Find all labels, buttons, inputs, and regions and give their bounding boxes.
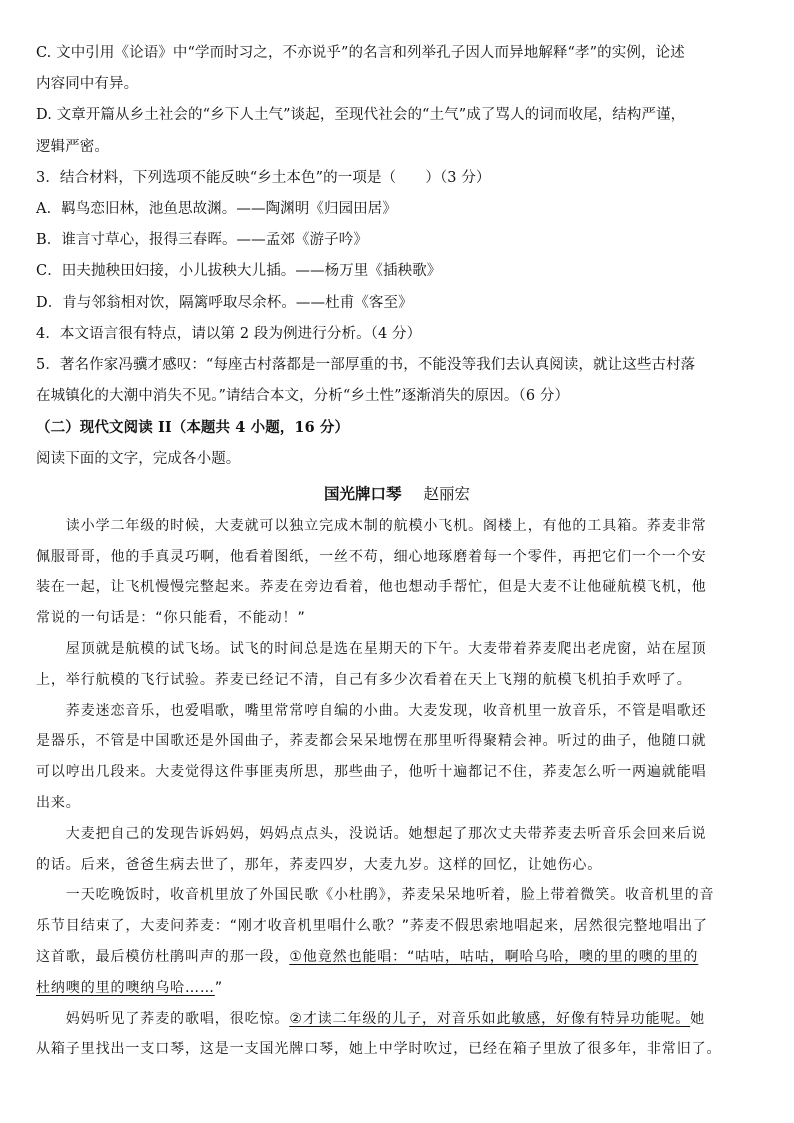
p3-line-1: 荞麦迷恋音乐，也爱唱歌，嘴里常常哼自编的小曲。大麦发现，收音机里一放音乐，不管是唱歌还 — [36, 702, 707, 719]
p5-line-2: 乐节目结束了，大麦问荞麦：“刚才收音机里唱什么歌？”荞麦不假思索地唱起来，居然很完整地唱出了 — [36, 918, 708, 935]
p5-line-1: 一天吃晚饭时，收音机里放了外国民歌《小杜鹃》，荞麦呆呆地听着，脸上带着微笑。收音机里的音 — [36, 887, 715, 904]
q3-option-d: D．肯与邻翁相对饮，隔篱呼取尽余杯。——杜甫《客至》 — [36, 294, 413, 311]
p6-line-1-end: 她 — [690, 1010, 706, 1027]
paragraph-6 — [36, 1004, 758, 1066]
question-4: 4．本文语言很有特点，请以第 2 段为例进行分析。（4 分） — [36, 325, 422, 342]
p5-line-3 — [36, 942, 758, 973]
p5-line-4 — [36, 973, 758, 1004]
story-author: 赵丽宏 — [423, 484, 471, 503]
document-page — [36, 38, 758, 1065]
p5-line-3-text: 这首歌，最后模仿杜鹃叫声的那一段， — [36, 949, 290, 965]
p1-line-1: 读小学二年级的时候，大麦就可以独立完成木制的航模小飞机。阁楼上，有他的工具箱。荞麦非常 — [36, 517, 707, 534]
p2-line-1: 屋顶就是航模的试飞场。试飞的时间总是选在星期天的下午。大麦带着荞麦爬出老虎窗，站在屋顶 — [36, 641, 707, 658]
option-c — [36, 38, 758, 100]
p4-line-2: 的话。后来，爸爸生病去世了，那年，荞麦四岁，大麦九岁。这样的回忆，让她伤心。 — [36, 856, 603, 873]
p3-line-2: 是器乐，不管是中国歌还是外国曲子，荞麦都会呆呆地愣在那里听得聚精会神。听过的曲子，他随口就 — [36, 733, 707, 750]
option-d-line-1: D. 文章开篇从乡土社会的“乡下人土气”谈起，至现代社会的“土气”成了骂人的词而收尾，结构严谨， — [36, 107, 686, 124]
paragraph-2 — [36, 634, 758, 696]
q3-option-c: C．田夫抛秧田妇接，小儿拔秧大儿插。——杨万里《插秧歌》 — [36, 263, 442, 280]
paragraph-5 — [36, 880, 758, 1003]
p3-line-4: 出来。 — [36, 795, 81, 812]
underlined-sentence-2: ②才读二年级的儿子，对音乐如此敏感，好像有特异功能呢。 — [289, 1010, 691, 1027]
option-c-line-1: C. 文中引用《论语》中“学而时习之，不亦说乎”的名言和列举孔子因人而异地解释“孝”的实例，论述 — [36, 45, 685, 61]
p6-line-1-text: 妈妈听见了荞麦的歌唱，很吃惊。 — [36, 1010, 290, 1027]
p3-line-3: 可以哼出几段来。大麦觉得这件事匪夷所思，那些曲子，他听十遍都记不住，荞麦怎么听一两遍就能唱 — [36, 764, 707, 781]
paragraph-3 — [36, 696, 758, 819]
p5-line-4-text: ” — [214, 979, 223, 996]
section-heading: （二）现代文阅读 II（本题共 4 小题，16 分） — [36, 419, 350, 437]
p1-line-3: 装在一起，让飞机慢慢完整起来。荞麦在旁边看着，他也想动手帮忙，但是大麦不让他碰航模飞机，他 — [36, 579, 707, 596]
paragraph-1 — [36, 511, 758, 634]
story-body — [36, 511, 758, 1065]
question-5-line-2: 在城镇化的大潮中消失不见。”请结合本文，分析“乡土性”逐渐消失的原因。（6 分） — [36, 388, 570, 405]
question-5-line-1: 5．著名作家冯骥才感叹：“每座古村落都是一部厚重的书，不能没等我们去认真阅读，就让这些古村落 — [36, 357, 696, 374]
q3-option-b: B．谁言寸草心，报得三春晖。——孟郊《游子吟》 — [36, 232, 368, 249]
option-d-line-2: 逻辑严密。 — [36, 138, 109, 155]
p6-line-2: 从箱子里找出一支口琴，这是一支国光牌口琴，她上中学时吹过，已经在箱子里放了很多年，非常旧了。 — [36, 1041, 722, 1058]
story-title: 国光牌口琴 — [323, 483, 402, 503]
section-instruction: 阅读下面的文字，完成各小题。 — [36, 450, 241, 467]
question-5 — [36, 350, 758, 412]
q3-option-a: A．羁鸟恋旧林，池鱼思故渊。——陶渊明《归园田居》 — [36, 201, 397, 218]
p6-line-1 — [36, 1004, 758, 1035]
underlined-sentence-1-cont: 杜纳噢的里的噢纳乌哈…… — [36, 979, 215, 996]
p1-line-2: 佩服哥哥，他的手真灵巧啊，他看着图纸，一丝不苟，细心地琢磨着每一个零件，再把它们一个一个安 — [36, 548, 707, 565]
underlined-sentence-1: ①他竟然也能唱：“咕咕，咕咕，啊哈乌哈，噢的里的噢的里的 — [289, 949, 699, 965]
option-d — [36, 100, 758, 162]
paragraph-4 — [36, 819, 758, 881]
story-title-row — [36, 477, 758, 511]
p1-line-4: 常说的一句话是：“你只能看，不能动！” — [36, 610, 306, 627]
question-3: 3．结合材料，下列选项不能反映“乡土本色”的一项是（ ）（3 分） — [36, 169, 491, 186]
option-c-line-2: 内容同中有异。 — [36, 76, 139, 93]
p2-line-2: 上，举行航模的飞行试验。荞麦已经记不清，自己有多少次看着在天上飞翔的航模飞机拍手欢呼了。 — [36, 671, 692, 688]
p4-line-1: 大麦把自己的发现告诉妈妈，妈妈点点头，没说话。她想起了那次丈夫带荞麦去听音乐会回来后说 — [36, 825, 707, 842]
